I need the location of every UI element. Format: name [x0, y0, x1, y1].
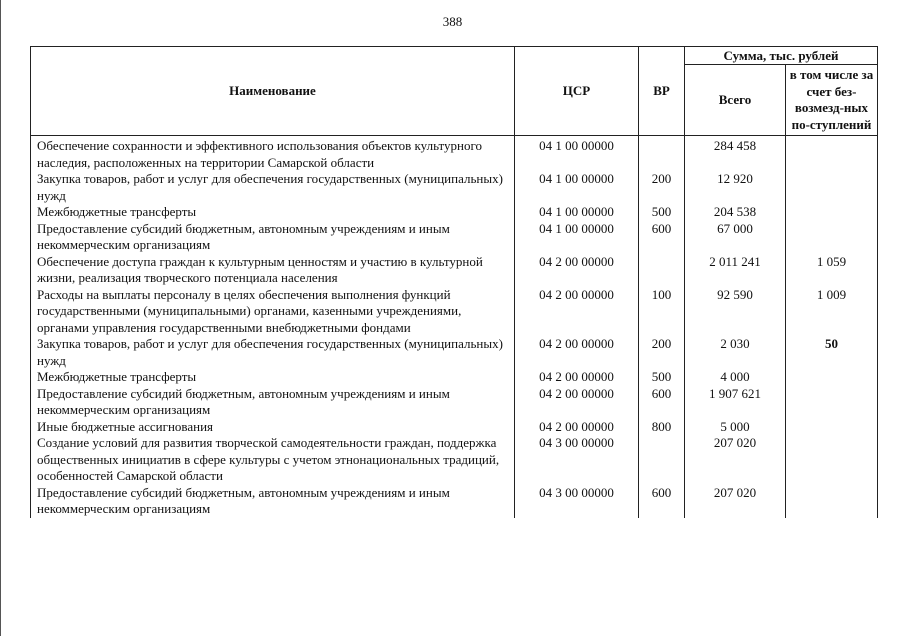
- header-csr: ЦСР: [515, 47, 639, 136]
- table-row: [31, 287, 878, 337]
- row-free-cell: 50: [786, 336, 878, 369]
- row-total-cell: 67 000: [685, 221, 786, 254]
- row-free-cell: 1 009: [786, 287, 878, 337]
- row-vr-cell: 500: [639, 204, 685, 221]
- row-csr-cell: 04 2 00 00000: [515, 369, 639, 386]
- row-total-cell: 2 011 241: [685, 254, 786, 287]
- scan-edge-line: [0, 0, 1, 636]
- row-vr-cell: 600: [639, 485, 685, 518]
- row-name-cell: Расходы на выплаты персоналу в целях обеспечения выполнения функций государственными (муниципальными) органами, казенными учреждениями, органами управления государственными внебюджетными фондами: [31, 287, 515, 337]
- row-csr-cell: 04 2 00 00000: [515, 419, 639, 436]
- table-row: [31, 419, 878, 436]
- row-free-cell: [786, 204, 878, 221]
- row-csr-cell: 04 2 00 00000: [515, 386, 639, 419]
- row-total-cell: 204 538: [685, 204, 786, 221]
- row-csr-cell: 04 2 00 00000: [515, 336, 639, 369]
- row-total-cell: 92 590: [685, 287, 786, 337]
- row-total-cell: 5 000: [685, 419, 786, 436]
- row-csr-cell: 04 1 00 00000: [515, 204, 639, 221]
- row-csr-cell: 04 3 00 00000: [515, 485, 639, 518]
- row-total-cell: 207 020: [685, 435, 786, 485]
- row-name-cell: Закупка товаров, работ и услуг для обеспечения государственных (муниципальных) нужд: [31, 171, 515, 204]
- row-name-cell: Обеспечение сохранности и эффективного использования объектов культурного наследия, расположенных на территории Самарской области: [31, 136, 515, 172]
- row-vr-cell: 800: [639, 419, 685, 436]
- row-name-cell: Обеспечение доступа граждан к культурным ценностям и участию в культурной жизни, реализация творческого потенциала населения: [31, 254, 515, 287]
- row-name-cell: Предоставление субсидий бюджетным, автономным учреждениям и иным некоммерческим организациям: [31, 386, 515, 419]
- row-csr-cell: 04 3 00 00000: [515, 435, 639, 485]
- table-row: [31, 221, 878, 254]
- table-row: [31, 136, 878, 172]
- row-free-cell: [786, 419, 878, 436]
- row-name-cell: Межбюджетные трансферты: [31, 204, 515, 221]
- header-free: в том числе за счет без-возмезд-ных по-ступлений: [786, 65, 878, 136]
- row-free-cell: [786, 369, 878, 386]
- row-vr-cell: [639, 136, 685, 172]
- row-csr-cell: 04 2 00 00000: [515, 287, 639, 337]
- table-row: [31, 254, 878, 287]
- row-total-cell: 1 907 621: [685, 386, 786, 419]
- row-csr-cell: 04 1 00 00000: [515, 136, 639, 172]
- row-csr-cell: 04 1 00 00000: [515, 221, 639, 254]
- row-vr-cell: 100: [639, 287, 685, 337]
- row-vr-cell: 200: [639, 171, 685, 204]
- row-total-cell: 4 000: [685, 369, 786, 386]
- table-row: [31, 336, 878, 369]
- row-vr-cell: [639, 435, 685, 485]
- row-free-cell: 1 059: [786, 254, 878, 287]
- row-free-cell: [786, 136, 878, 172]
- table-row: [31, 435, 878, 485]
- row-vr-cell: 600: [639, 386, 685, 419]
- header-sum-group: Сумма, тыс. рублей: [685, 47, 878, 65]
- row-total-cell: 2 030: [685, 336, 786, 369]
- row-vr-cell: 600: [639, 221, 685, 254]
- row-vr-cell: 500: [639, 369, 685, 386]
- row-free-cell: [786, 221, 878, 254]
- table-body: [31, 136, 878, 518]
- row-csr-cell: 04 2 00 00000: [515, 254, 639, 287]
- row-free-cell: [786, 435, 878, 485]
- row-vr-cell: 200: [639, 336, 685, 369]
- budget-table: [30, 46, 878, 518]
- row-name-cell: Создание условий для развития творческой самодеятельности граждан, поддержка общественных инициатив в сфере культуры с учетом этнонациональных традиций, особенностей Самарской области: [31, 435, 515, 485]
- row-vr-cell: [639, 254, 685, 287]
- table-row: [31, 171, 878, 204]
- row-total-cell: 12 920: [685, 171, 786, 204]
- row-free-cell: [786, 386, 878, 419]
- row-name-cell: Предоставление субсидий бюджетным, автономным учреждениям и иным некоммерческим организациям: [31, 485, 515, 518]
- row-total-cell: 284 458: [685, 136, 786, 172]
- row-name-cell: Межбюджетные трансферты: [31, 369, 515, 386]
- header-total: Всего: [685, 65, 786, 136]
- table-row: [31, 485, 878, 518]
- table-row: [31, 369, 878, 386]
- table-row: [31, 386, 878, 419]
- table-row: [31, 204, 878, 221]
- row-free-cell: [786, 485, 878, 518]
- page-number: 388: [442, 14, 463, 29]
- row-name-cell: Закупка товаров, работ и услуг для обеспечения государственных (муниципальных) нужд: [31, 336, 515, 369]
- header-vr: ВР: [639, 47, 685, 136]
- header-name: Наименование: [31, 47, 515, 136]
- row-name-cell: Иные бюджетные ассигнования: [31, 419, 515, 436]
- row-csr-cell: 04 1 00 00000: [515, 171, 639, 204]
- row-total-cell: 207 020: [685, 485, 786, 518]
- row-name-cell: Предоставление субсидий бюджетным, автономным учреждениям и иным некоммерческим организациям: [31, 221, 515, 254]
- row-free-cell: [786, 171, 878, 204]
